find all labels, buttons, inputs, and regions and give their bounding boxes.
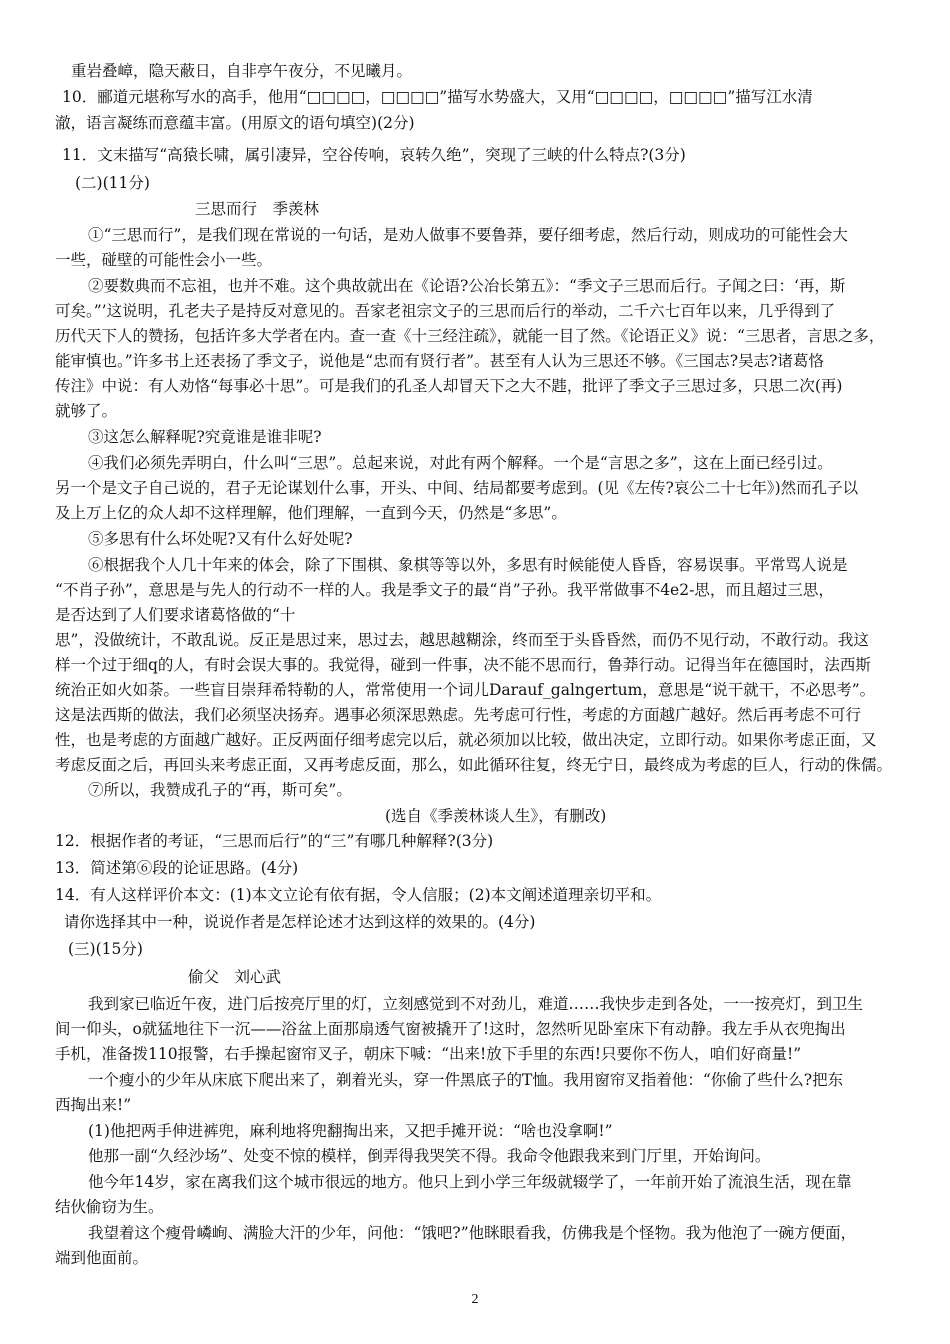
paragraph-line: 这是法西斯的做法，我们必须坚决扬弃。遇事必须深思熟虑。先考虑可行性，考虑的方面越广越好。然后再考虑不可行 xyxy=(55,706,862,724)
paragraph-line: 我到家已临近午夜，进门后按亮厅里的灯，立刻感觉到不对劲儿，难道……我快步走到各处，一一按亮灯，到卫生 xyxy=(88,995,864,1013)
page-number: 2 xyxy=(471,1292,479,1307)
paragraph-line: 可矣。”’这说明，孔老夫子是持反对意见的。吾家老祖宗文子的三思而后行的举动，二千六七百年以来，几乎得到了 xyxy=(55,302,836,320)
paragraph-line: 历代天下人的赞扬，包括许多大学者在内。查一查《十三经注疏》，就能一目了然。《论语正义》说：“三思者，言思之多， xyxy=(55,327,885,345)
article-title: 三思而行 季羡林 xyxy=(195,200,320,218)
paragraph-line: ④我们必须先弄明白，什么叫“三思”。总起来说，对此有两个解释。一个是“言思之多”，这在上面已经引过。 xyxy=(88,454,833,472)
paragraph-line: 结伙偷窃为生。 xyxy=(55,1198,164,1216)
paragraph-line: ⑥根据我个人几十年来的体会，除了下围棋、象棋等等以外，多思有时候能使人昏昏，容易误事。平常骂人说是 xyxy=(88,556,848,574)
section-heading: (三)(15分) xyxy=(68,940,143,958)
paragraph-line: ⑦所以，我赞成孔子的“再，斯可矣”。 xyxy=(88,781,352,799)
paragraph-line: 传注》中说：有人劝恪“每事必十思”。可是我们的孔圣人却冒天下之大不韪，批评了季文子三思过多，只思二次(再) xyxy=(55,377,843,395)
paragraph-line: 间一仰头，o就猛地往下一沉——浴盆上面那扇透气窗被撬开了!这时，忽然听见卧室床下有动静。我左手从衣兜掏出 xyxy=(55,1020,846,1038)
paragraph-line: 他那一副“久经沙场”、处变不惊的模样，倒弄得我哭笑不得。我命令他跟我来到门厅里，开始询问。 xyxy=(88,1147,771,1165)
question-14: 14．有人这样评价本文：(1)本文立论有依有据，令人信服；(2)本文阐述道理亲切平和。 xyxy=(55,886,662,904)
question-14-prompt: 请你选择其中一种，说说作者是怎样论述才达到这样的效果的。(4分) xyxy=(64,913,536,931)
paragraph-line: 端到他面前。 xyxy=(55,1249,149,1267)
paragraph-line: 及上万上亿的众人却不这样理解，他们理解，一直到今天，仍然是“多思”。 xyxy=(55,504,567,522)
paragraph-line: “不肖子孙”，意思是与先人的行动不一样的人。我是季文子的最“肖”子孙。我平常做事不4e2-思，而且超过三思， xyxy=(55,581,834,599)
paragraph-line: 另一个是文子自己说的，君子无论谋划什么事，开头、中间、结局都要考虑到。(见《左传?哀公二十七年》)然而孔子以 xyxy=(55,479,859,497)
paragraph-line: 思”，没做统计，不敢乱说。反正是思过来，思过去，越思越糊涂，终而至于头昏昏然，而仍不见行动，不敢行动。我这 xyxy=(55,631,869,649)
paragraph-line: 他今年14岁，家在离我们这个城市很远的地方。他只上到小学三年级就辍学了，一年前开始了流浪生活，现在靠 xyxy=(88,1173,852,1191)
source-note: (选自《季羡林谈人生》，有删改) xyxy=(385,807,607,825)
paragraph-line: 性，也是考虑的方面越广越好。正反两面仔细考虑完以后，就必须加以比较，做出决定，立即行动。如果你考虑正面，又 xyxy=(55,731,877,749)
section-heading: (二)(11分) xyxy=(75,174,150,192)
paragraph-line: ⑤多思有什么坏处呢?又有什么好处呢? xyxy=(88,530,353,548)
paragraph-line: ③这怎么解释呢?究竟谁是谁非呢? xyxy=(88,428,322,446)
paragraph-line: 考虑反面之后，再回头来考虑正面，又再考虑反面，那么，如此循环往复，终无宁日，最终成为考虑的巨人，行动的侏儒。 xyxy=(55,756,893,774)
paragraph-line: 西掏出来!” xyxy=(55,1096,132,1114)
text-line: 重岩叠嶂，隐天蔽日，自非亭午夜分，不见曦月。 xyxy=(71,62,413,80)
text-line: 澈，语言凝练而意蕴丰富。(用原文的语句填空)(2分) xyxy=(55,114,415,132)
paragraph-line: ①“三思而行”，是我们现在常说的一句话，是劝人做事不要鲁莽，要仔细考虑，然后行动，则成功的可能性会大 xyxy=(88,226,848,244)
paragraph-line: 一个瘦小的少年从床底下爬出来了，剃着光头，穿一件黑底子的T恤。我用窗帘叉指着他：“你偷了些什么?把东 xyxy=(88,1071,844,1089)
question-10: 10．郦道元堪称写水的高手，他用“□□□□，□□□□”描写水势盛大，又用“□□□□，□□□□”描写江水清 xyxy=(62,88,813,106)
paragraph-line: 能审慎也。”许多书上还表扬了季文子，说他是“忠而有贤行者”。甚至有人认为三思还不够。《三国志?吴志?诸葛恪 xyxy=(55,352,824,370)
paragraph-line: ②要数典而不忘祖，也并不难。这个典故就出在《论语?公冶长第五》：“季文子三思而后行。子闻之曰：‘再，斯 xyxy=(88,277,846,295)
paragraph-line: 手机，准备拨110报警，右手操起窗帘叉子，朝床下喊：“出来!放下手里的东西!只要你不伤人，咱们好商量!” xyxy=(55,1045,802,1063)
paragraph-line: 就够了。 xyxy=(55,402,118,420)
paragraph-line: 一些，碰壁的可能性会小一些。 xyxy=(55,251,273,269)
paragraph-line: 统治正如火如荼。一些盲目崇拜希特勒的人，常常使用一个词儿Darauf_galngertum，意思是“说干就干，不必思考”。 xyxy=(55,681,876,699)
paragraph-line: 我望着这个瘦骨嶙峋、满脸大汗的少年，问他：“饿吧?”他眯眼看我，仿佛我是个怪物。我为他泡了一碗方便面， xyxy=(88,1224,857,1242)
paragraph-line: (1)他把两手伸进裤兜，麻利地将兜翻掏出来，又把手摊开说：“啥也没拿啊!” xyxy=(88,1122,613,1140)
question-12: 12．根据作者的考证，“三思而后行”的“三”有哪几种解释?(3分) xyxy=(55,832,494,850)
paragraph-line: 是否达到了人们要求诸葛恪做的“十 xyxy=(55,606,296,624)
article-title: 偷父 刘心武 xyxy=(188,968,282,986)
question-11: 11．文末描写“高猿长啸，属引凄异，空谷传响，哀转久绝”，突现了三峡的什么特点?(3分) xyxy=(62,146,686,164)
paragraph-line: 样一个过于细q的人，有时会误大事的。我觉得，碰到一件事，决不能不思而行，鲁莽行动。记得当年在德国时，法西斯 xyxy=(55,656,871,674)
question-13: 13．简述第⑥段的论证思路。(4分) xyxy=(55,859,299,877)
